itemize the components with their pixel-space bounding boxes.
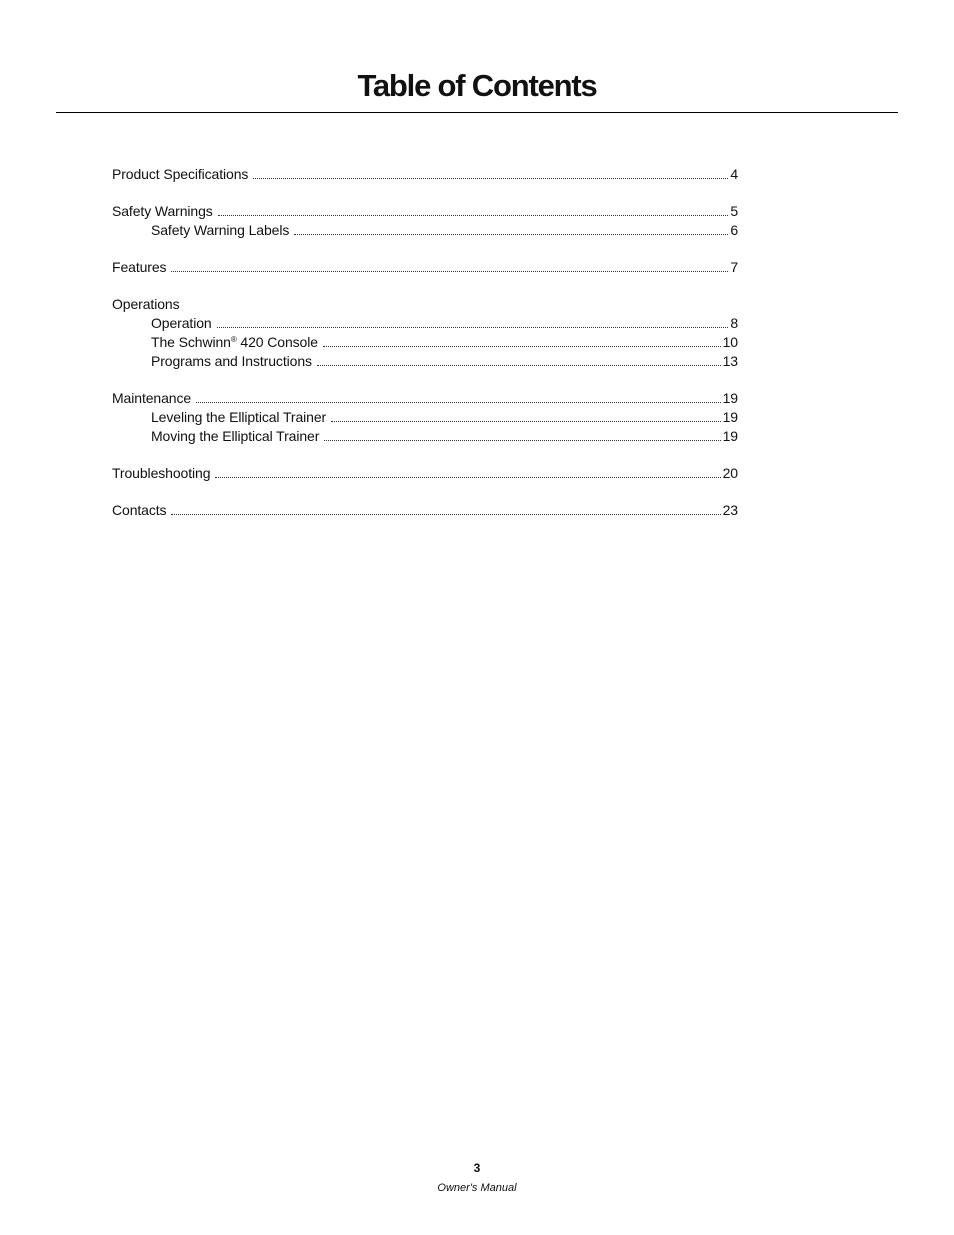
dot-leader [171,514,720,515]
toc-entry[interactable] [112,164,738,183]
dot-leader [324,440,720,441]
table-of-contents [112,164,738,519]
dot-leader [331,421,721,422]
toc-entry-label: Features [112,259,167,275]
toc-entry-label: Contacts [112,502,167,518]
toc-entry-label: Product Specifications [112,166,249,182]
toc-entry[interactable] [112,201,738,220]
toc-entry[interactable] [112,500,738,519]
toc-entry[interactable] [112,388,738,407]
page-title: Table of Contents [357,68,597,103]
dot-leader [217,327,729,328]
page-number: 3 [473,1161,481,1175]
toc-entry-label: Operation [151,315,212,331]
toc-page-number: 5 [730,203,738,219]
dot-leader [317,365,721,366]
dot-leader [253,178,728,179]
toc-page-number: 13 [722,353,738,369]
toc-page-number: 19 [722,428,738,444]
dot-leader [294,234,728,235]
toc-subentry[interactable] [112,313,738,332]
toc-entry-label: Safety Warnings [112,203,213,219]
toc-entry[interactable] [112,294,738,313]
toc-entry-label: Operations [112,296,180,312]
toc-entry-label: Leveling the Elliptical Trainer [151,409,327,425]
toc-page-number: 23 [722,502,738,518]
dot-leader [196,402,721,403]
toc-entry-label: Troubleshooting [112,465,211,481]
toc-page-number: 4 [730,166,738,182]
toc-page-number: 10 [722,334,738,350]
dot-leader [215,477,720,478]
footer-text: Owner's Manual [437,1182,517,1194]
toc-subentry[interactable] [112,407,738,426]
toc-subentry[interactable] [112,332,738,351]
dot-leader [171,271,728,272]
toc-entry-label: Moving the Elliptical Trainer [151,428,320,444]
title-divider [56,112,898,113]
toc-page-number: 20 [722,465,738,481]
toc-entry[interactable] [112,257,738,276]
toc-subentry[interactable] [112,426,738,445]
toc-page-number: 8 [730,315,738,331]
toc-entry[interactable] [112,463,738,482]
toc-page-number: 19 [722,390,738,406]
toc-page-number: 6 [730,222,738,238]
toc-subentry[interactable] [112,220,738,239]
dot-leader [218,215,729,216]
toc-entry-label: Maintenance [112,390,192,406]
registered-mark: ® [230,335,237,344]
dot-leader [323,346,721,347]
toc-page-number: 19 [722,409,738,425]
toc-entry-label: The Schwinn® 420 Console [151,334,318,350]
toc-page-number: 7 [730,259,738,275]
toc-entry-label: Safety Warning Labels [151,222,290,238]
toc-entry-label: Programs and Instructions [151,353,312,369]
toc-subentry[interactable] [112,351,738,370]
